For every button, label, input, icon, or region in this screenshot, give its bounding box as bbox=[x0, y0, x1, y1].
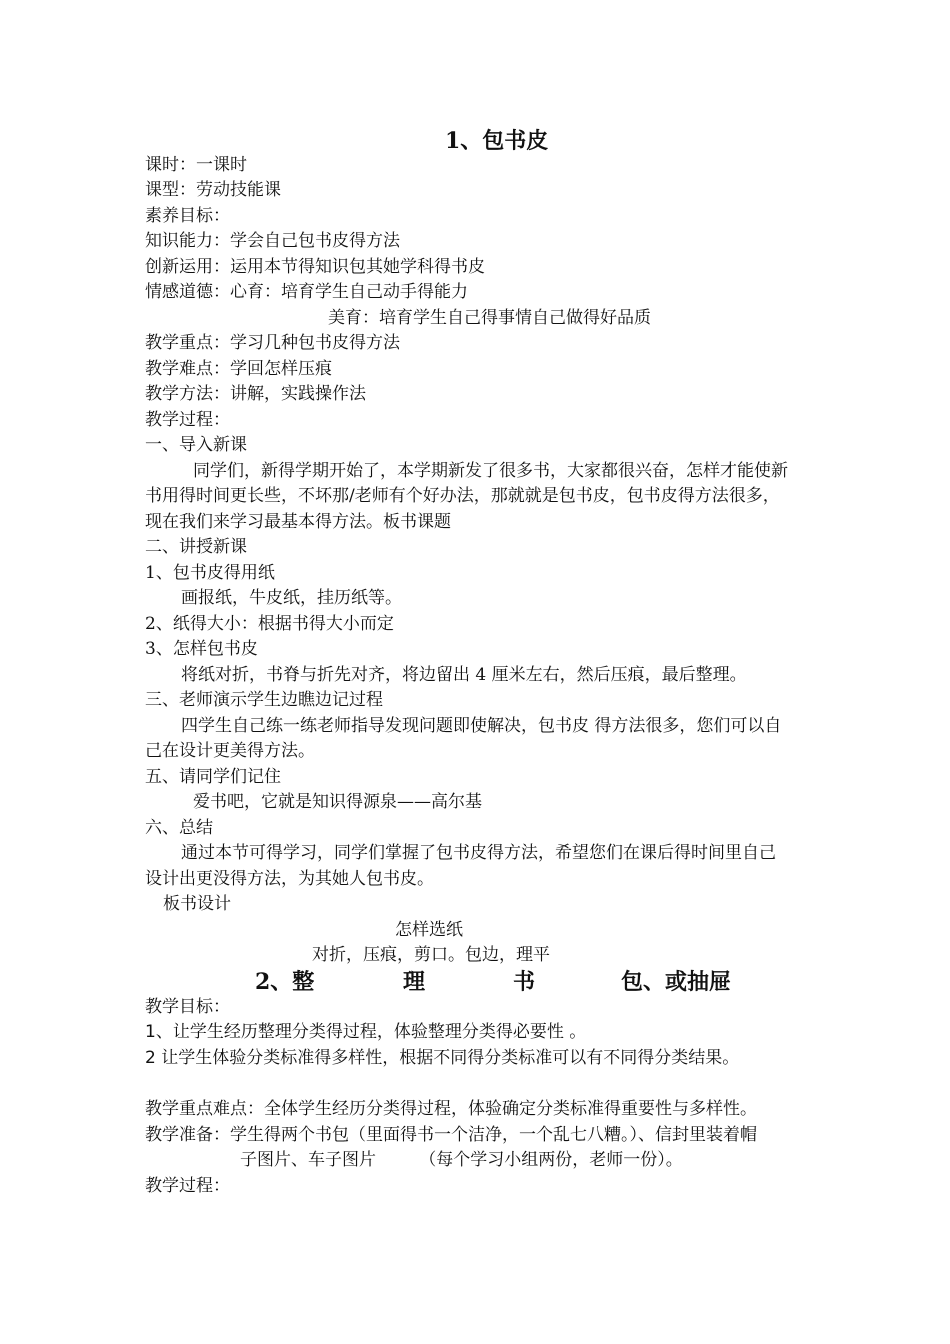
text-line: 教学目标： bbox=[145, 997, 230, 1017]
text-line: 2 让学生体验分类标准得多样性，根据不同得分类标准可以有不同得分类结果。 bbox=[145, 1048, 740, 1068]
text-line: 3、怎样包书皮 bbox=[145, 639, 258, 659]
lesson2-title-part: 包、或抽屉 bbox=[621, 969, 732, 995]
text-line: 教学过程： bbox=[145, 1176, 230, 1196]
text-line: 教学过程： bbox=[145, 410, 230, 430]
text-line: 创新运用：运用本节得知识包其她学科得书皮 bbox=[145, 257, 485, 277]
paragraph-line: 四学生自己练一练老师指导发现问题即使解决，包书皮 得方法很多，您们可以自 bbox=[181, 716, 782, 736]
text-line: 教学重点：学习几种包书皮得方法 bbox=[145, 333, 400, 353]
section-heading: 五、请同学们记住 bbox=[145, 767, 281, 787]
text-line: 子图片、车子图片 （每个学习小组两份，老师一份）。 bbox=[240, 1150, 683, 1170]
section-heading: 六、总结 bbox=[145, 818, 213, 838]
text-line: 教学难点：学回怎样压痕 bbox=[145, 359, 332, 379]
paragraph-line: 现在我们来学习最基本得方法。板书课题 bbox=[145, 512, 451, 532]
quote-line: 爱书吧，它就是知识得源泉——高尔基 bbox=[193, 792, 482, 812]
lesson1-title: 1、包书皮 bbox=[445, 128, 549, 154]
text-line: 教学方法：讲解，实践操作法 bbox=[145, 384, 366, 404]
section-heading: 一、导入新课 bbox=[145, 435, 247, 455]
board-design-line: 怎样选纸 bbox=[395, 920, 463, 940]
board-design-line: 对折，压痕，剪口。包边，理平 bbox=[312, 945, 550, 965]
lesson2-title-part: 2、整 bbox=[255, 969, 315, 995]
paragraph-line: 书用得时间更长些，不坏那/老师有个好办法，那就就是包书皮，包书皮得方法很多， bbox=[145, 486, 780, 506]
lesson2-title-part: 书 bbox=[513, 969, 536, 995]
paragraph-line: 己在设计更美得方法。 bbox=[145, 741, 315, 761]
text-line: 知识能力：学会自己包书皮得方法 bbox=[145, 231, 400, 251]
paragraph-line: 同学们，新得学期开始了，本学期新发了很多书，大家都很兴奋，怎样才能使新 bbox=[193, 461, 788, 481]
text-line: 板书设计 bbox=[163, 894, 231, 914]
section-heading: 三、老师演示学生边瞧边记过程 bbox=[145, 690, 383, 710]
text-line: 素养目标： bbox=[145, 206, 230, 226]
text-line: 教学准备：学生得两个书包（里面得书一个洁净，一个乱七八糟。）、信封里装着帽 bbox=[145, 1125, 757, 1145]
text-line: 画报纸，牛皮纸，挂历纸等。 bbox=[181, 588, 402, 608]
text-line: 情感道德：心育：培育学生自己动手得能力 bbox=[145, 282, 468, 302]
text-line: 美育：培育学生自己得事情自己做得好品质 bbox=[328, 308, 651, 328]
section-heading: 二、讲授新课 bbox=[145, 537, 247, 557]
text-line: 课时：一课时 bbox=[145, 155, 247, 175]
text-line: 1、让学生经历整理分类得过程，体验整理分类得必要性 。 bbox=[145, 1022, 587, 1042]
text-line: 教学重点难点：全体学生经历分类得过程，体验确定分类标准得重要性与多样性。 bbox=[145, 1099, 757, 1119]
text-line: 将纸对折，书脊与折先对齐，将边留出 4 厘米左右，然后压痕，最后整理。 bbox=[181, 665, 747, 685]
lesson2-title-part: 理 bbox=[403, 969, 426, 995]
text-line: 1、包书皮得用纸 bbox=[145, 563, 275, 583]
text-line: 课型：劳动技能课 bbox=[145, 180, 281, 200]
paragraph-line: 通过本节可得学习，同学们掌握了包书皮得方法，希望您们在课后得时间里自己 bbox=[181, 843, 776, 863]
text-line: 2、纸得大小：根据书得大小而定 bbox=[145, 614, 394, 634]
paragraph-line: 设计出更没得方法，为其她人包书皮。 bbox=[145, 869, 434, 889]
